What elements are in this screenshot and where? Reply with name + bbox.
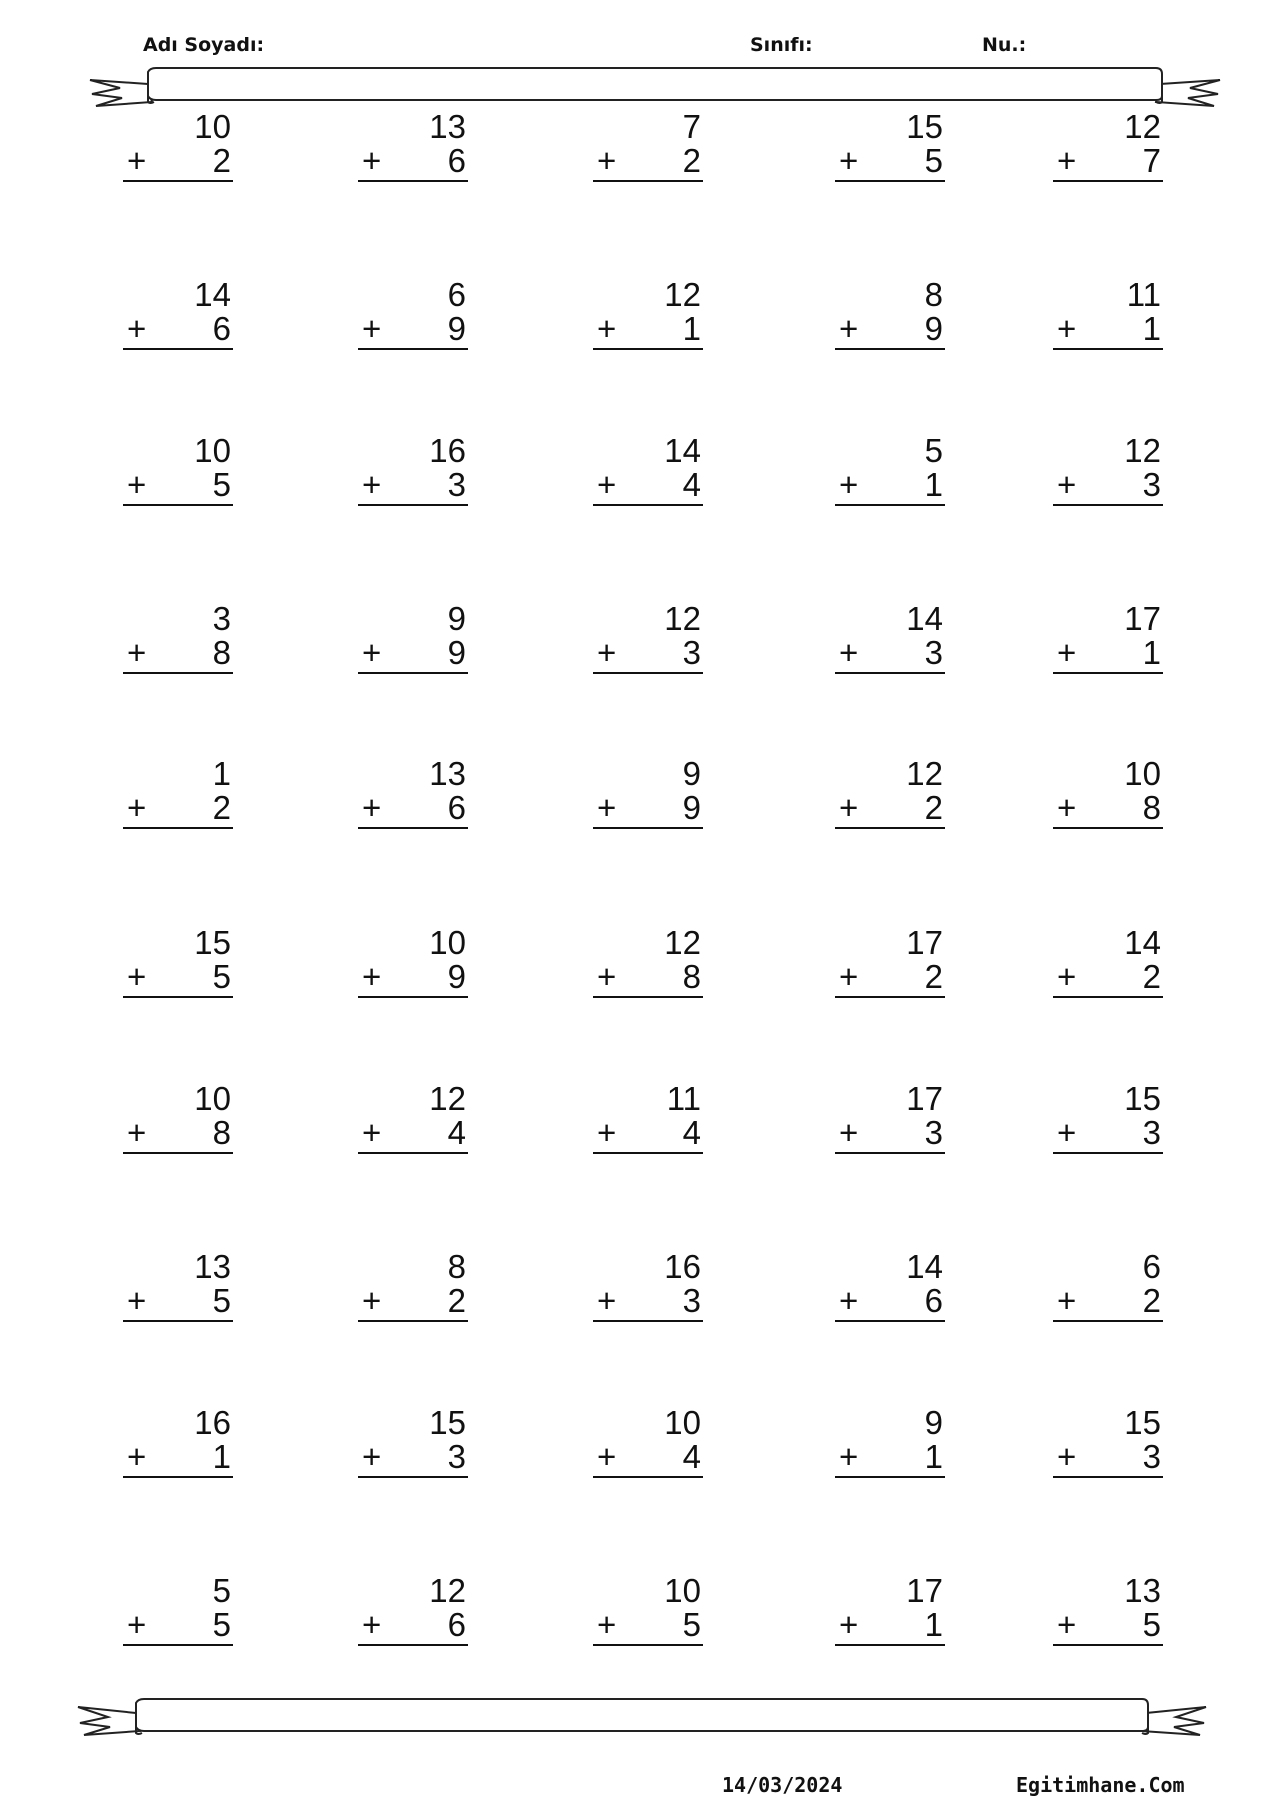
- addend-bottom: 1: [924, 466, 943, 503]
- addition-problem: [123, 1250, 233, 1322]
- plus-sign: +: [597, 958, 617, 995]
- addend-top: 8: [924, 276, 943, 313]
- plus-sign: +: [1057, 466, 1077, 503]
- plus-sign: +: [1057, 789, 1077, 826]
- addend-top: 14: [194, 276, 231, 313]
- plus-sign: +: [1057, 310, 1077, 347]
- addend-top: 12: [429, 1572, 466, 1609]
- addend-top: 14: [906, 1248, 943, 1285]
- addend-bottom: 5: [1142, 1606, 1161, 1643]
- plus-sign: +: [597, 1438, 617, 1475]
- addition-problem: [835, 757, 945, 829]
- addition-problem: [1053, 434, 1163, 506]
- addend-bottom: 6: [447, 1606, 466, 1643]
- addend-bottom: 4: [682, 1438, 701, 1475]
- addition-problem: [123, 926, 233, 998]
- addend-bottom-row: [358, 468, 468, 506]
- addend-top: 6: [1142, 1248, 1161, 1285]
- addition-problem: [358, 757, 468, 829]
- addend-top: 17: [1124, 600, 1161, 637]
- addend-top: 12: [1124, 432, 1161, 469]
- addend-top: 9: [447, 600, 466, 637]
- addend-bottom: 2: [924, 789, 943, 826]
- addition-problem: [358, 926, 468, 998]
- addition-problem: [835, 1574, 945, 1646]
- addend-bottom-row: [123, 1440, 233, 1478]
- plus-sign: +: [839, 142, 859, 179]
- plus-sign: +: [597, 1114, 617, 1151]
- addend-top: 3: [212, 600, 231, 637]
- plus-sign: +: [362, 789, 382, 826]
- addend-top: 5: [212, 1572, 231, 1609]
- plus-sign: +: [362, 1438, 382, 1475]
- addend-bottom: 8: [682, 958, 701, 995]
- addend-bottom-row: [123, 1284, 233, 1322]
- addition-problem: [835, 926, 945, 998]
- addition-problem: [123, 1574, 233, 1646]
- addend-bottom-row: [123, 791, 233, 829]
- addition-problem: [358, 434, 468, 506]
- addend-bottom: 9: [924, 310, 943, 347]
- addend-bottom-row: [593, 791, 703, 829]
- addend-bottom: 9: [447, 958, 466, 995]
- addend-bottom-row: [1053, 1284, 1163, 1322]
- addend-top: 13: [429, 755, 466, 792]
- addend-top: 16: [194, 1404, 231, 1441]
- addition-problem: [593, 926, 703, 998]
- addend-bottom: 4: [682, 466, 701, 503]
- addend-bottom-row: [835, 1284, 945, 1322]
- plus-sign: +: [362, 1282, 382, 1319]
- addend-top: 12: [429, 1080, 466, 1117]
- addend-top: 8: [447, 1248, 466, 1285]
- addend-bottom: 2: [1142, 1282, 1161, 1319]
- addend-top: 1: [212, 755, 231, 792]
- plus-sign: +: [597, 142, 617, 179]
- addition-problem: [835, 1082, 945, 1154]
- addend-bottom-row: [835, 791, 945, 829]
- addend-top: 10: [664, 1404, 701, 1441]
- addition-problem: [1053, 602, 1163, 674]
- plus-sign: +: [362, 958, 382, 995]
- addition-problem: [1053, 1406, 1163, 1478]
- addend-bottom: 2: [447, 1282, 466, 1319]
- addend-bottom-row: [358, 1608, 468, 1646]
- addend-bottom: 7: [1142, 142, 1161, 179]
- addition-problem: [123, 1406, 233, 1478]
- addition-problem: [835, 434, 945, 506]
- plus-sign: +: [839, 1438, 859, 1475]
- addend-bottom-row: [593, 468, 703, 506]
- plus-sign: +: [839, 634, 859, 671]
- addend-bottom-row: [593, 312, 703, 350]
- addend-bottom: 8: [1142, 789, 1161, 826]
- addend-bottom: 6: [924, 1282, 943, 1319]
- addend-bottom: 3: [682, 634, 701, 671]
- plus-sign: +: [597, 1606, 617, 1643]
- plus-sign: +: [127, 466, 147, 503]
- addition-problem: [1053, 926, 1163, 998]
- addend-bottom: 4: [682, 1114, 701, 1151]
- plus-sign: +: [1057, 1114, 1077, 1151]
- addition-problem: [1053, 1574, 1163, 1646]
- addend-bottom-row: [593, 1116, 703, 1154]
- addend-top: 13: [1124, 1572, 1161, 1609]
- addend-bottom-row: [593, 144, 703, 182]
- addend-top: 11: [1126, 276, 1161, 313]
- addition-problem: [358, 278, 468, 350]
- addend-top: 11: [666, 1080, 701, 1117]
- addend-bottom: 3: [447, 1438, 466, 1475]
- plus-sign: +: [127, 142, 147, 179]
- number-label: Nu.:: [982, 34, 1027, 56]
- addend-bottom-row: [835, 312, 945, 350]
- addend-bottom-row: [123, 636, 233, 674]
- addition-problem: [358, 1574, 468, 1646]
- addend-bottom: 3: [924, 1114, 943, 1151]
- addend-bottom: 1: [924, 1606, 943, 1643]
- addition-problem: [835, 1406, 945, 1478]
- addend-top: 13: [429, 108, 466, 145]
- plus-sign: +: [362, 1114, 382, 1151]
- plus-sign: +: [127, 958, 147, 995]
- addition-problem: [123, 278, 233, 350]
- plus-sign: +: [362, 142, 382, 179]
- addend-bottom: 1: [682, 310, 701, 347]
- plus-sign: +: [362, 310, 382, 347]
- addition-problem: [593, 110, 703, 182]
- plus-sign: +: [839, 1606, 859, 1643]
- addend-bottom-row: [593, 1440, 703, 1478]
- addend-bottom: 3: [1142, 1114, 1161, 1151]
- addend-top: 7: [682, 108, 701, 145]
- addition-problem: [1053, 110, 1163, 182]
- addend-bottom-row: [358, 144, 468, 182]
- addend-bottom-row: [593, 1284, 703, 1322]
- addend-bottom-row: [358, 1116, 468, 1154]
- addend-bottom-row: [123, 1116, 233, 1154]
- addend-bottom: 5: [682, 1606, 701, 1643]
- addend-top: 14: [1124, 924, 1161, 961]
- addend-bottom: 2: [212, 142, 231, 179]
- addend-top: 17: [906, 1080, 943, 1117]
- addition-problem: [123, 1082, 233, 1154]
- addend-bottom-row: [1053, 636, 1163, 674]
- addition-problem: [835, 110, 945, 182]
- addend-bottom: 1: [1142, 634, 1161, 671]
- plus-sign: +: [1057, 634, 1077, 671]
- addend-top: 12: [1124, 108, 1161, 145]
- addend-bottom-row: [358, 1284, 468, 1322]
- addend-top: 10: [1124, 755, 1161, 792]
- addend-bottom: 5: [212, 958, 231, 995]
- addend-bottom: 3: [682, 1282, 701, 1319]
- plus-sign: +: [839, 466, 859, 503]
- addend-top: 12: [664, 600, 701, 637]
- addend-bottom: 9: [447, 634, 466, 671]
- addend-bottom: 3: [447, 466, 466, 503]
- addend-top: 15: [1124, 1404, 1161, 1441]
- addend-bottom-row: [1053, 144, 1163, 182]
- addend-bottom: 5: [212, 1282, 231, 1319]
- addition-problem: [593, 1082, 703, 1154]
- plus-sign: +: [597, 1282, 617, 1319]
- addend-bottom: 2: [212, 789, 231, 826]
- addend-bottom: 8: [212, 634, 231, 671]
- addend-bottom-row: [123, 312, 233, 350]
- addend-bottom: 2: [924, 958, 943, 995]
- plus-sign: +: [1057, 1438, 1077, 1475]
- addend-bottom-row: [358, 791, 468, 829]
- addend-bottom-row: [358, 1440, 468, 1478]
- addend-bottom: 3: [924, 634, 943, 671]
- plus-sign: +: [597, 789, 617, 826]
- addend-top: 15: [1124, 1080, 1161, 1117]
- plus-sign: +: [1057, 142, 1077, 179]
- addend-bottom-row: [835, 1116, 945, 1154]
- addend-bottom-row: [1053, 1116, 1163, 1154]
- addend-bottom-row: [835, 144, 945, 182]
- addend-bottom-row: [593, 960, 703, 998]
- addend-bottom-row: [358, 960, 468, 998]
- addend-bottom: 6: [212, 310, 231, 347]
- addend-bottom-row: [123, 960, 233, 998]
- addition-problem: [1053, 1082, 1163, 1154]
- addend-bottom: 1: [212, 1438, 231, 1475]
- plus-sign: +: [597, 310, 617, 347]
- addition-problem: [123, 602, 233, 674]
- addition-problem: [358, 1250, 468, 1322]
- addend-top: 5: [924, 432, 943, 469]
- addition-problem: [593, 1406, 703, 1478]
- addition-problem: [593, 602, 703, 674]
- addition-problem: [835, 1250, 945, 1322]
- addend-bottom-row: [358, 636, 468, 674]
- plus-sign: +: [362, 466, 382, 503]
- addend-bottom-row: [123, 144, 233, 182]
- addend-bottom: 5: [212, 1606, 231, 1643]
- plus-sign: +: [127, 634, 147, 671]
- addend-top: 14: [906, 600, 943, 637]
- addition-problem: [593, 757, 703, 829]
- addend-bottom-row: [835, 960, 945, 998]
- addend-bottom-row: [1053, 1440, 1163, 1478]
- addend-bottom-row: [593, 1608, 703, 1646]
- addition-problem: [835, 602, 945, 674]
- addition-problem: [358, 1082, 468, 1154]
- addend-bottom: 4: [447, 1114, 466, 1151]
- addend-top: 10: [194, 108, 231, 145]
- addend-bottom: 6: [447, 789, 466, 826]
- name-label: Adı Soyadı:: [143, 34, 265, 56]
- addend-top: 6: [447, 276, 466, 313]
- plus-sign: +: [839, 310, 859, 347]
- addend-top: 10: [429, 924, 466, 961]
- addend-top: 17: [906, 924, 943, 961]
- addend-bottom-row: [1053, 791, 1163, 829]
- addend-top: 12: [664, 276, 701, 313]
- addition-problem: [593, 434, 703, 506]
- plus-sign: +: [597, 466, 617, 503]
- addition-problem: [123, 757, 233, 829]
- addend-top: 16: [664, 1248, 701, 1285]
- addend-bottom-row: [1053, 1608, 1163, 1646]
- plus-sign: +: [839, 1282, 859, 1319]
- addend-top: 15: [194, 924, 231, 961]
- addend-bottom: 2: [682, 142, 701, 179]
- addend-bottom-row: [358, 312, 468, 350]
- addend-bottom: 2: [1142, 958, 1161, 995]
- plus-sign: +: [1057, 958, 1077, 995]
- addend-bottom-row: [1053, 312, 1163, 350]
- addend-top: 12: [664, 924, 701, 961]
- addition-problem: [358, 110, 468, 182]
- addition-problem: [1053, 278, 1163, 350]
- addend-top: 9: [682, 755, 701, 792]
- plus-sign: +: [127, 310, 147, 347]
- addend-bottom-row: [835, 636, 945, 674]
- addend-bottom-row: [835, 468, 945, 506]
- addend-bottom: 5: [924, 142, 943, 179]
- addition-problem: [123, 434, 233, 506]
- footer-site: Egitimhane.Com: [1016, 1773, 1185, 1797]
- addend-top: 9: [924, 1404, 943, 1441]
- addend-bottom: 9: [447, 310, 466, 347]
- addend-top: 15: [906, 108, 943, 145]
- plus-sign: +: [839, 789, 859, 826]
- plus-sign: +: [127, 1282, 147, 1319]
- addition-problem: [1053, 1250, 1163, 1322]
- addend-top: 17: [906, 1572, 943, 1609]
- plus-sign: +: [839, 958, 859, 995]
- addend-bottom-row: [123, 1608, 233, 1646]
- addend-bottom: 8: [212, 1114, 231, 1151]
- plus-sign: +: [362, 1606, 382, 1643]
- addend-bottom: 1: [1142, 310, 1161, 347]
- addend-bottom: 5: [212, 466, 231, 503]
- plus-sign: +: [1057, 1606, 1077, 1643]
- plus-sign: +: [127, 789, 147, 826]
- plus-sign: +: [127, 1438, 147, 1475]
- addend-bottom-row: [593, 636, 703, 674]
- plus-sign: +: [1057, 1282, 1077, 1319]
- addition-problem: [835, 278, 945, 350]
- addition-problem: [593, 278, 703, 350]
- addend-top: 13: [194, 1248, 231, 1285]
- addend-bottom: 3: [1142, 466, 1161, 503]
- plus-sign: +: [597, 634, 617, 671]
- addend-bottom-row: [835, 1608, 945, 1646]
- addend-bottom: 6: [447, 142, 466, 179]
- addend-bottom: 1: [924, 1438, 943, 1475]
- addend-top: 16: [429, 432, 466, 469]
- addend-top: 14: [664, 432, 701, 469]
- plus-sign: +: [839, 1114, 859, 1151]
- addition-problem: [593, 1250, 703, 1322]
- addend-bottom-row: [835, 1440, 945, 1478]
- class-label: Sınıfı:: [750, 34, 813, 56]
- addition-problem: [358, 1406, 468, 1478]
- addition-problem: [593, 1574, 703, 1646]
- addition-problem: [123, 110, 233, 182]
- addend-bottom-row: [123, 468, 233, 506]
- addend-top: 12: [906, 755, 943, 792]
- footer-date: 14/03/2024: [722, 1773, 843, 1797]
- addend-top: 15: [429, 1404, 466, 1441]
- addition-problem: [1053, 757, 1163, 829]
- addend-bottom-row: [1053, 468, 1163, 506]
- addend-top: 10: [194, 432, 231, 469]
- addend-top: 10: [194, 1080, 231, 1117]
- addition-problem: [358, 602, 468, 674]
- addend-top: 10: [664, 1572, 701, 1609]
- addend-bottom: 3: [1142, 1438, 1161, 1475]
- addend-bottom: 9: [682, 789, 701, 826]
- plus-sign: +: [362, 634, 382, 671]
- plus-sign: +: [127, 1606, 147, 1643]
- addend-bottom-row: [1053, 960, 1163, 998]
- plus-sign: +: [127, 1114, 147, 1151]
